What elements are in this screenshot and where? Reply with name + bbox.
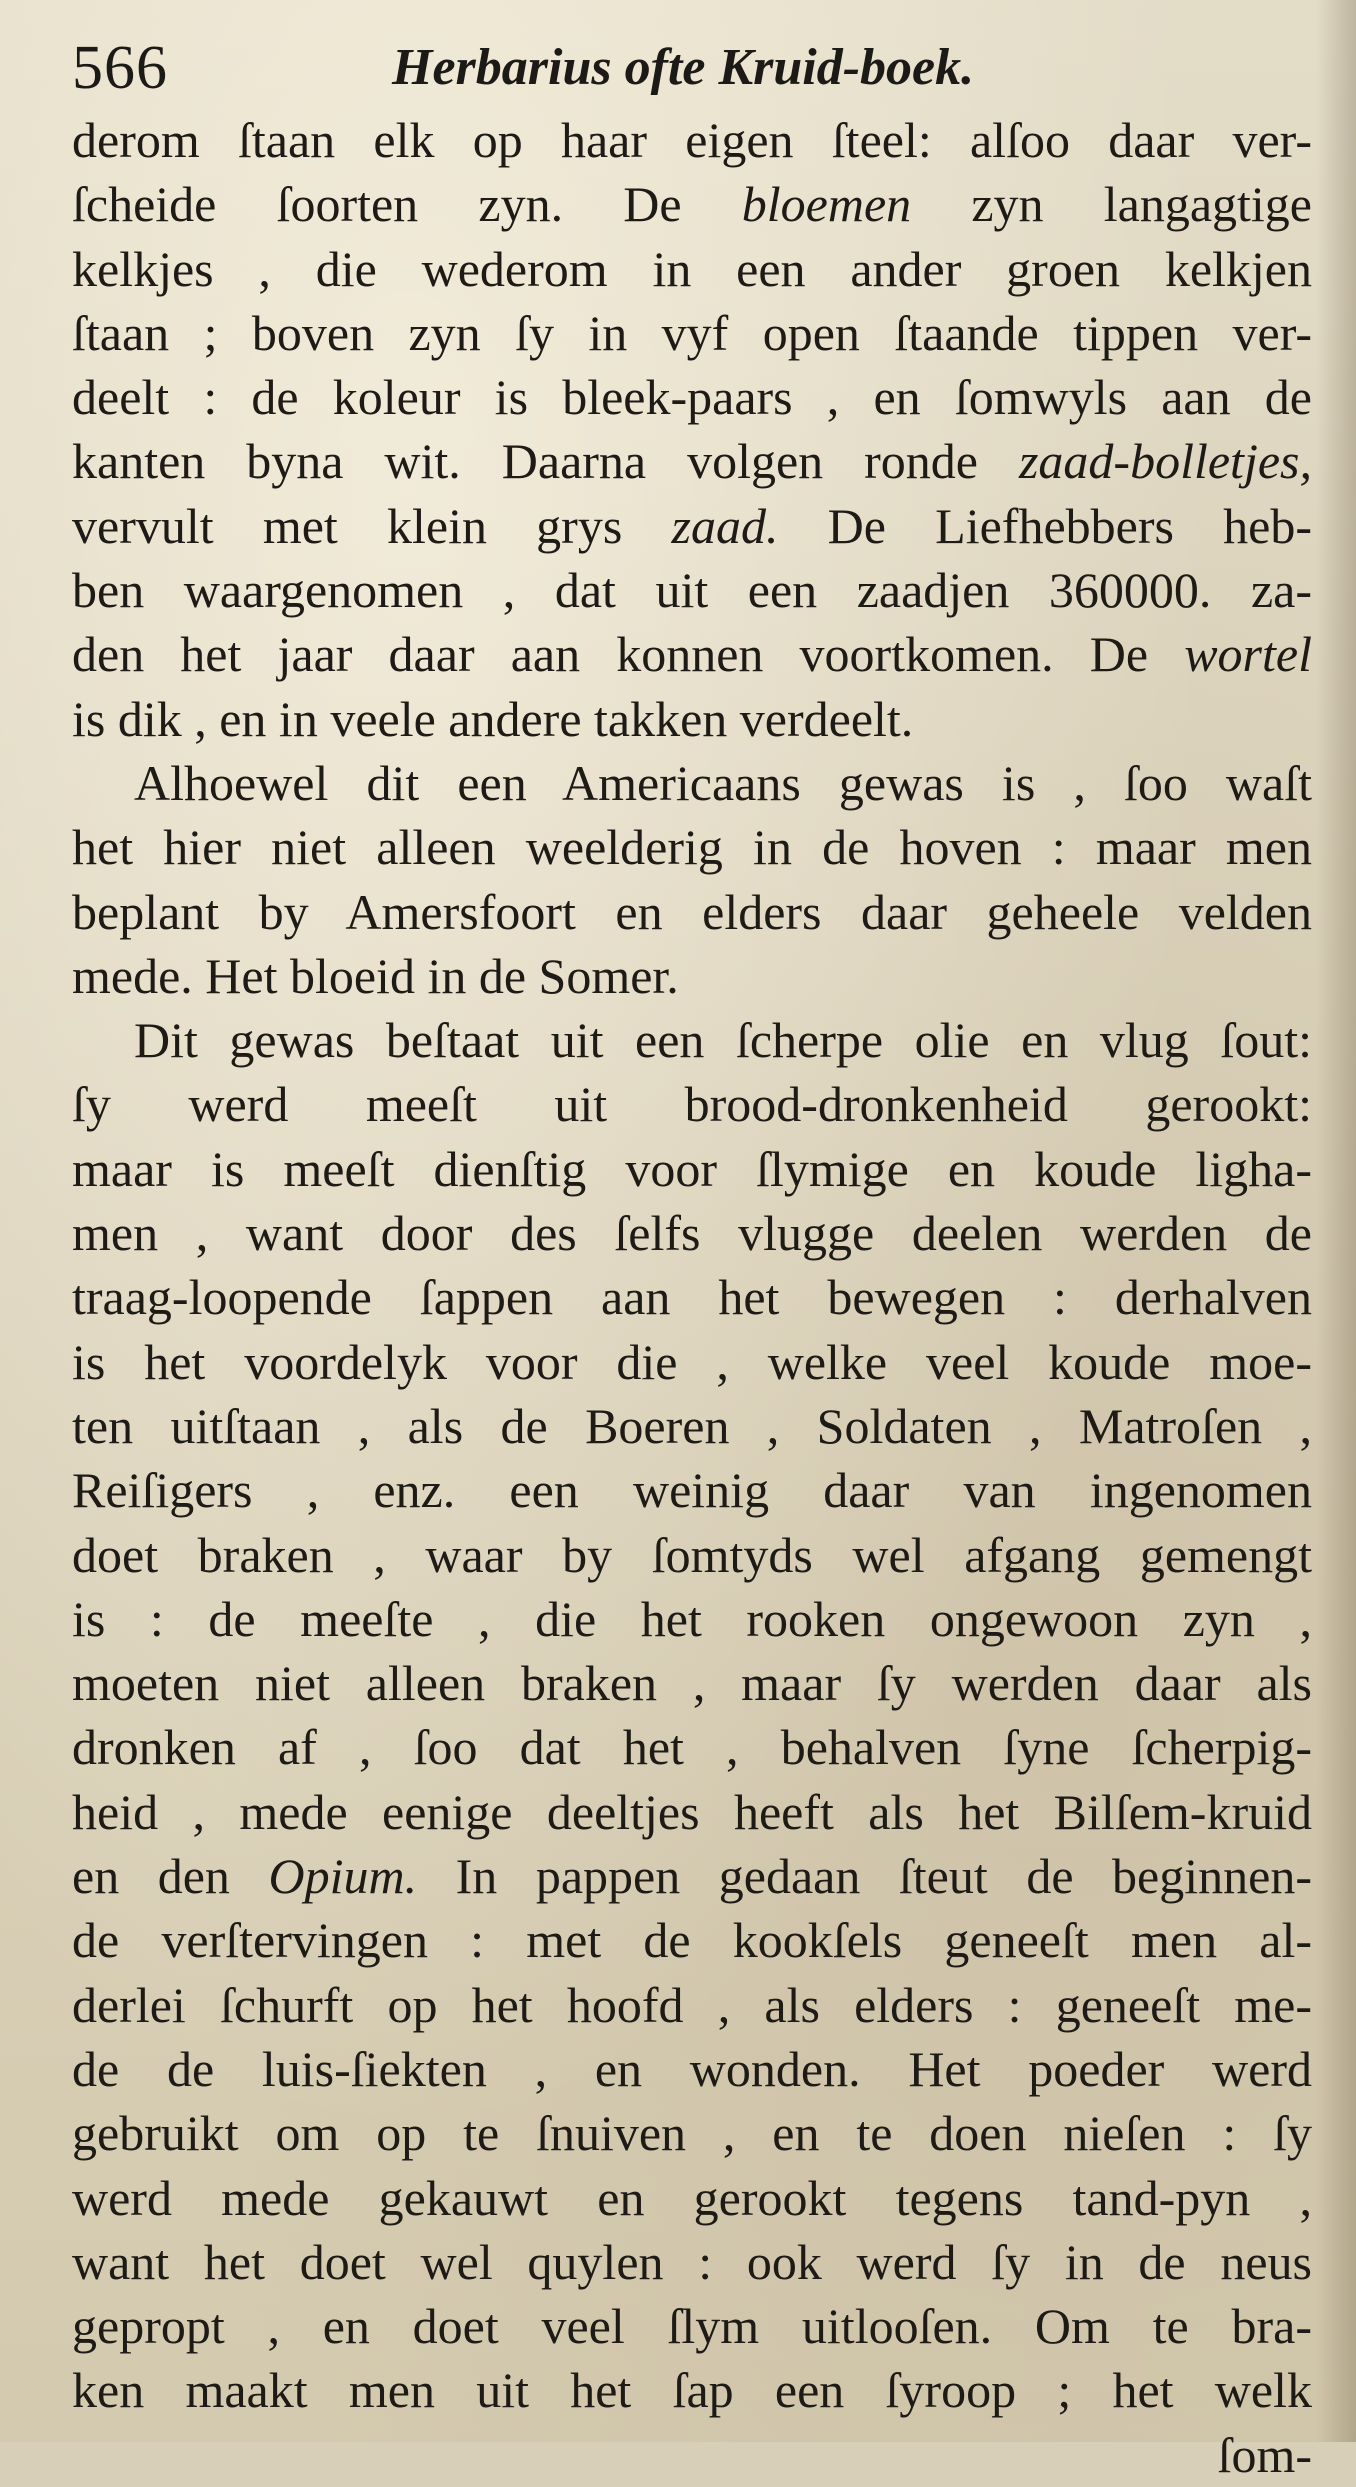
text-run: heid , mede eenige deeltjes heeft als het Bilſem-kruid	[72, 1783, 1312, 1840]
italic-text: zaad.	[671, 497, 779, 554]
text-run: en den	[72, 1848, 269, 1905]
text-run: dronken af , ſoo dat het , behalven ſyne ſcherpig-	[72, 1719, 1312, 1776]
running-title: Herbarius ofte Kruid-boek.	[392, 39, 975, 96]
text-line	[72, 2423, 1312, 2487]
text-run: maar is meeſt dienſtig voor ſlymige en koude ligha-	[72, 1140, 1312, 1197]
text-run: ken maakt men uit het ſap een ſyroop ; het welk	[72, 2362, 1312, 2419]
text-line	[72, 815, 1312, 879]
text-run: de de luis-ſiekten , en wonden. Het poeder werd	[72, 2040, 1312, 2097]
text-run: traag-loopende ſappen aan het bewegen : derhalven	[72, 1269, 1312, 1326]
text-run: ſom-	[1217, 2426, 1312, 2483]
text-line	[72, 1137, 1312, 1201]
body-text	[72, 108, 1312, 2487]
text-run: kanten byna wit. Daarna volgen ronde	[72, 433, 1019, 490]
text-line	[72, 1780, 1312, 1844]
text-run: is : de meeſte , die het rooken ongewoon zyn ,	[72, 1590, 1312, 1647]
text-run: derom ſtaan elk op haar eigen ſteel: alſoo daar ver-	[72, 112, 1312, 168]
text-line	[72, 622, 1312, 686]
text-line	[72, 1844, 1312, 1908]
text-run: Alhoewel dit een Americaans gewas is , ſoo waſt	[134, 754, 1312, 811]
text-run: Reiſigers , enz. een weinig daar van ingenomen	[72, 1462, 1312, 1519]
text-run: ſtaan ; boven zyn ſy in vyf open ſtaande tippen ver-	[72, 304, 1312, 361]
text-run: Dit gewas beſtaat uit een ſcherpe olie en vlug ſout:	[134, 1012, 1312, 1069]
text-run: beplant by Amersfoort en elders daar geheele velden	[72, 883, 1312, 940]
text-line	[72, 1201, 1312, 1265]
text-run: ben waargenomen , dat uit een zaadjen 360000. za-	[72, 562, 1312, 619]
text-run: is dik , en in veele andere takken verdeelt.	[72, 690, 914, 747]
text-run: den het jaar daar aan konnen voortkomen. De	[72, 626, 1185, 683]
text-line	[72, 880, 1312, 944]
text-line	[72, 944, 1312, 1008]
text-run: zyn langagtige	[911, 176, 1312, 233]
text-run: derlei ſchurft op het hoofd , als elders : geneeſt me-	[72, 1976, 1312, 2033]
text-run: ſy werd meeſt uit brood-dronkenheid gerookt:	[72, 1076, 1312, 1133]
text-run: werd mede gekauwt en gerookt tegens tand-pyn ,	[72, 2169, 1312, 2226]
text-line	[72, 1587, 1312, 1651]
text-run: is het voordelyk voor die , welke veel koude moe-	[72, 1333, 1312, 1390]
text-run: moeten niet alleen braken , maar ſy werden daar als	[72, 1655, 1312, 1712]
text-line	[72, 1394, 1312, 1458]
text-line	[72, 1265, 1312, 1329]
italic-text: bloemen	[741, 176, 912, 233]
text-run: men , want door des ſelfs vlugge deelen werden de	[72, 1205, 1312, 1262]
text-line	[72, 2230, 1312, 2294]
text-run: kelkjes , die wederom in een ander groen kelkjen	[72, 240, 1312, 297]
text-line	[72, 751, 1312, 815]
text-line	[72, 494, 1312, 558]
text-line	[72, 237, 1312, 301]
text-line	[72, 2294, 1312, 2358]
text-run: ten uitſtaan , als de Boeren , Soldaten , Matroſen ,	[72, 1397, 1312, 1454]
text-run: doet braken , waar by ſomtyds wel afgang gemengt	[72, 1526, 1312, 1583]
text-line	[72, 1008, 1312, 1072]
text-line	[72, 1908, 1312, 1972]
text-run: vervult met klein grys	[72, 497, 672, 554]
text-line	[72, 687, 1312, 751]
text-run: In pappen gedaan ſteut de beginnen-	[417, 1848, 1312, 1905]
text-line	[72, 365, 1312, 429]
text-run: gebruikt om op te ſnuiven , en te doen nieſen : ſy	[72, 2105, 1312, 2162]
text-line	[72, 429, 1312, 493]
text-line	[72, 558, 1312, 622]
text-line	[72, 1330, 1312, 1394]
text-line	[72, 1715, 1312, 1779]
text-line	[72, 301, 1312, 365]
page-edge-shadow	[1316, 0, 1356, 2442]
italic-text: Opium.	[268, 1848, 418, 1905]
text-line	[72, 1973, 1312, 2037]
page-header	[72, 28, 1292, 108]
text-line	[72, 2037, 1312, 2101]
text-run: want het doet wel quylen : ook werd ſy in de neus	[72, 2233, 1312, 2290]
text-line	[72, 1072, 1312, 1136]
text-run: De Liefhebbers heb-	[778, 497, 1312, 554]
text-run: de verſtervingen : met de kookſels geneeſt men al-	[72, 1912, 1312, 1969]
text-line	[72, 2358, 1312, 2422]
text-line	[72, 108, 1312, 172]
text-line	[72, 1651, 1312, 1715]
italic-text: wortel	[1184, 626, 1312, 683]
text-run: het hier niet alleen weelderig in de hoven : maar men	[72, 819, 1312, 876]
text-run: gepropt , en doet veel ſlym uitlooſen. Om te bra-	[72, 2298, 1312, 2355]
text-run: deelt : de koleur is bleek-paars , en ſomwyls aan de	[72, 369, 1312, 426]
page-number: 566	[72, 34, 168, 102]
text-run: mede. Het bloeid in de Somer.	[72, 947, 679, 1004]
text-line	[72, 1523, 1312, 1587]
text-line	[72, 1458, 1312, 1522]
text-line	[72, 172, 1312, 236]
text-run: ſcheide ſoorten zyn. De	[72, 176, 742, 233]
text-line	[72, 2101, 1312, 2165]
italic-text: zaad-bolletjes,	[1018, 433, 1312, 490]
text-line	[72, 2166, 1312, 2230]
